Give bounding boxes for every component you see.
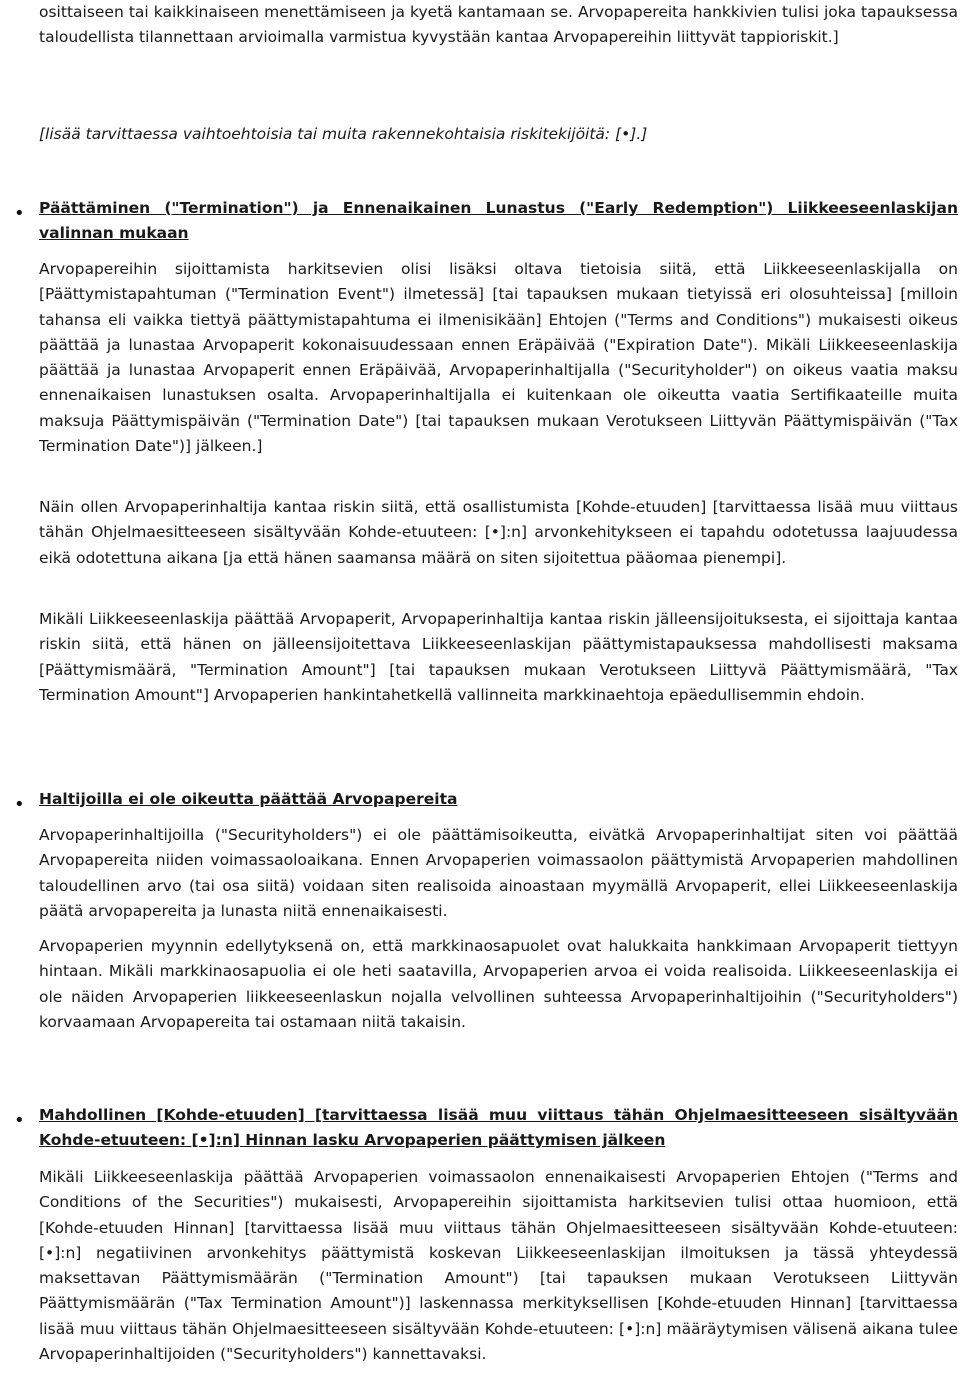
section-heading-no-holder-termination bbox=[39, 787, 958, 812]
section-heading-price-decline bbox=[39, 1103, 958, 1154]
paragraph-market-liquidity: Arvopaperien myynnin edellytyksenä on, että markkinaosapuolet ovat halukkaita hankkimaan Arvopaperit tiettyyn hintaan. Mikäli markkinaosapuolia ei ole heti saatavilla, Arvopaperien arvoa ei voida realisoida. Liikkeeseenlaskija ei ole näiden Arvopaperien liikkeeseenlaskun nojalla velvollinen suhteessa Arvopaperinhaltijoihin ("Securityholders") korvaamaan Arvopapereita tai ostamaan niitä takaisin. bbox=[39, 937, 958, 1031]
section-heading-termination bbox=[39, 196, 958, 247]
paragraph-termination-rights: Arvopapereihin sijoittamista harkitsevien olisi lisäksi oltava tietoisia siitä, että Liikkeeseenlaskijalla on [Päättymistapahtuman ("Termination Event") ilmetessä] [tai tapauksen mukaan tietyissä eri olosuhteissa] [milloin tahansa eli vaikka tiettyä päättymistapahtuma ei ilmenisikään] Ehtojen ("Terms and Conditions") mukaisesti oikeus päättää ja lunastaa Arvopaperit kokonaisuudessaan ennen Eräpäivää ("Expiration Date"). Mikäli Liikkeeseenlaskija päättää ja lunastaa Arvopaperit ennen Eräpäivää, Arvopaperinhaltijalla ("Securityholder") on oikeus vaatia maksu ennenaikaisen lunastuksen osalta. Arvopaperinhaltijalla ei kuitenkaan ole oikeutta vaatia Sertifikaateille muita maksuja Päättymispäivän ("Termination Date") [tai tapauksen mukaan Verotukseen Liittyvän Päättymispäivän ("Tax Termination Date")] jälkeen.] bbox=[39, 260, 958, 456]
paragraph-holder-rights: Arvopaperinhaltijoilla ("Securityholders") ei ole päättämisoikeutta, eivätkä Arvopaperinhaltijat siten voi päättää Arvopapereita niiden voimassaoloaikana. Ennen Arvopaperien voimassaolon päättymistä Arvopaperien mahdollinen taloudellinen arvo (tai osa siitä) voidaan siten realisoida ainoastaan myymällä Arvopaperit, ellei Liikkeeseenlaskija päätä arvopapereita ja lunasta niitä ennenaikaisesti. bbox=[39, 826, 958, 920]
paragraph-price-decline: Mikäli Liikkeeseenlaskija päättää Arvopaperien voimassaolon ennenaikaisesti Arvopaperien Ehtojen ("Terms and Conditions of the Securities") mukaisesti, Arvopapereihin sijoittamista harkitsevien tulisi ottaa huomioon, että [Kohde-etuuden Hinnan] [tarvittaessa lisää muu viittaus tähän Ohjelmaesitteeseen sisältyvään Kohde-etuuteen: [•]:n] negatiivinen arvonkehitys päättymistä koskevan Liikkeeseenlaskijan ilmoituksen ja tässä yhteydessä maksettavan Päättymismäärän ("Termination Amount") [tai tapauksen mukaan Verotukseen Liittyvän Päättymismäärän ("Tax Termination Amount")] laskennassa merkityksellisen [Kohde-etuuden Hinnan] [tarvittaessa lisää muu viittaus tähän Ohjelmaesitteeseen sisältyvään Kohde-etuuteen: [•]:n] määräytymisen välisenä aikana tulee Arvopaperinhaltijoiden ("Securityholders") kannettavaksi. bbox=[39, 1168, 958, 1364]
paragraph-reinvestment-risk: Mikäli Liikkeeseenlaskija päättää Arvopaperit, Arvopaperinhaltija kantaa riskin jälleensijoituksesta, ei sijoittaja kantaa riskin siitä, että hänen on jälleensijoitettava Liikkeeseenlaskijan päättymistapauksessa mahdollisesti maksama [Päättymismäärä, "Termination Amount"] [tai tapauksen mukaan Verotukseen Liittyvä Päättymismäärä, "Tax Termination Amount"] Arvopaperien hankintahetkellä vallinneita markkinaehtoja epäedullisemmin ehdoin. bbox=[39, 610, 958, 704]
heading-text: Haltijoilla ei ole oikeutta päättää Arvopapereita bbox=[39, 790, 458, 808]
heading-text: Päättäminen ("Termination") ja Ennenaikainen Lunastus ("Early Redemption") Liikkeeseenlaskijan valinnan mukaan bbox=[39, 199, 958, 243]
bullet-icon bbox=[14, 202, 24, 212]
bullet-icon bbox=[14, 793, 24, 803]
bullet-icon bbox=[14, 1109, 24, 1119]
paragraph-participation-risk: Näin ollen Arvopaperinhaltija kantaa riskin siitä, että osallistumista [Kohde-etuuden] [tarvittaessa lisää muu viittaus tähän Ohjelmaesitteeseen sisältyvään Kohde-etuuteen: [•]:n] arvonkehitykseen ei tapahdu odotetussa laajuudessa eikä odotettuna aikana [ja että hänen saamansa määrä on siten sijoitettua pääomaa pienempi]. bbox=[39, 498, 958, 567]
paragraph-editor-note: [lisää tarvittaessa vaihtoehtoisia tai muita rakennekohtaisia riskitekijöitä: [•].] bbox=[39, 125, 648, 143]
heading-text: Mahdollinen [Kohde-etuuden] [tarvittaessa lisää muu viittaus tähän Ohjelmaesitteeseen sisältyvään Kohde-etuuteen: [•]:n] Hinnan lasku Arvopaperien päättymisen jälkeen bbox=[39, 1106, 958, 1150]
paragraph-risk-intro: osittaiseen tai kaikkinaiseen menettämiseen ja kyetä kantamaan se. Arvopapereita hankkivien tulisi joka tapauksessa taloudellista tilannettaan arvioimalla varmistua kyvystään kantaa Arvopapereihin liittyvät tappioriskit.] bbox=[39, 3, 958, 47]
